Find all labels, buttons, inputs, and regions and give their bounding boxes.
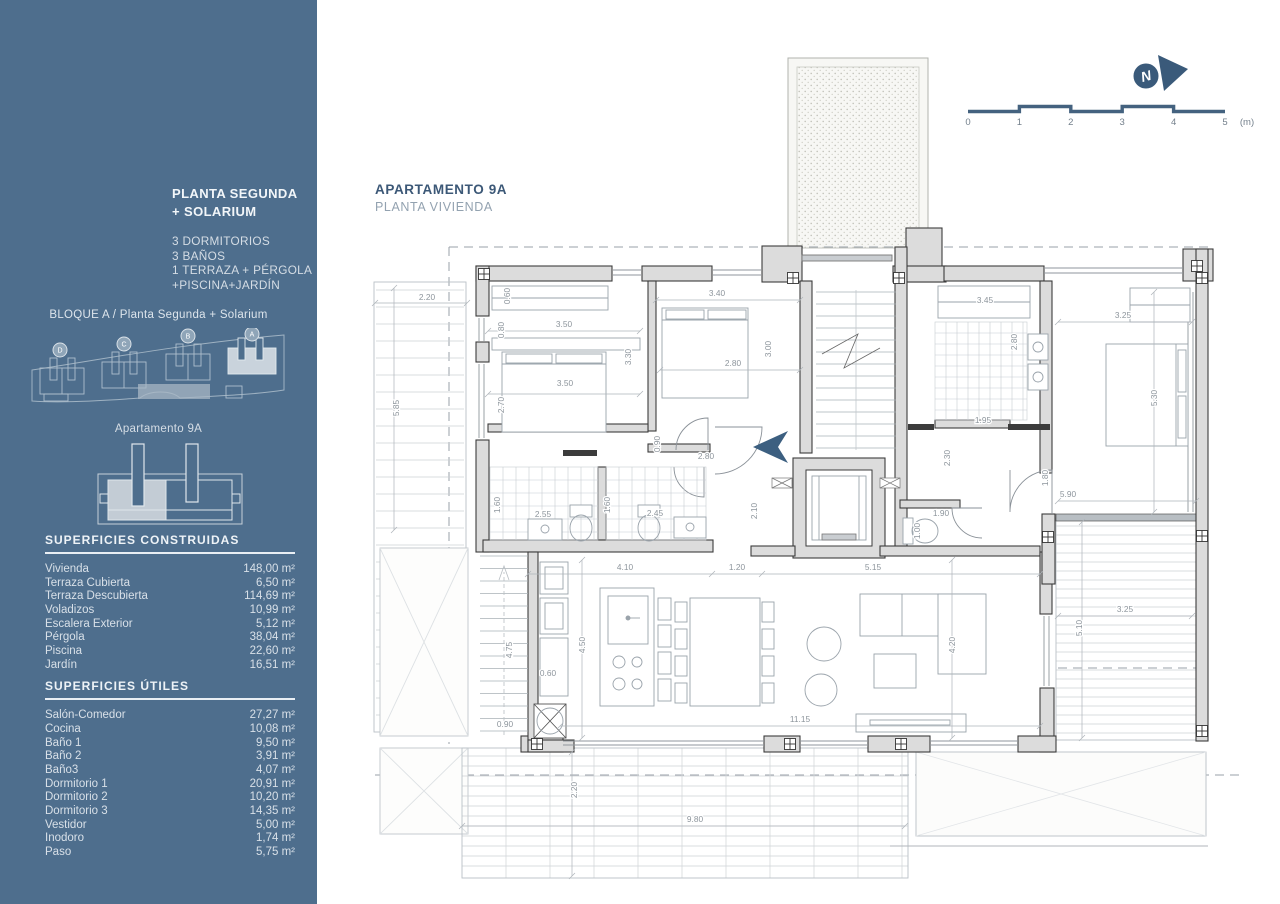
svg-text:5.30: 5.30 xyxy=(1149,389,1159,407)
svg-text:2.80: 2.80 xyxy=(724,358,742,368)
table-row xyxy=(45,750,295,764)
svg-text:N: N xyxy=(1139,66,1153,86)
svg-text:2.45: 2.45 xyxy=(646,508,664,518)
table-row xyxy=(45,778,295,792)
table-row xyxy=(45,645,295,659)
row-value: 5,00 m² xyxy=(256,818,295,831)
feature-list xyxy=(172,234,312,293)
left-planters xyxy=(380,548,468,834)
row-value: 114,69 m² xyxy=(244,590,295,603)
svg-text:1.95: 1.95 xyxy=(974,415,992,425)
svg-text:A: A xyxy=(249,331,255,339)
feature-item: 3 DORMITORIOS xyxy=(172,234,271,248)
svg-text:5.15: 5.15 xyxy=(864,562,882,572)
row-label: Paso xyxy=(45,846,72,859)
garden-area xyxy=(788,58,928,248)
row-value: 9,50 m² xyxy=(256,736,295,749)
svg-text:2.30: 2.30 xyxy=(942,449,952,467)
svg-text:0.60: 0.60 xyxy=(539,668,557,678)
useful-areas-table xyxy=(45,709,295,859)
row-value: 5,75 m² xyxy=(256,846,295,859)
pool xyxy=(890,752,1208,846)
row-value: 16,51 m² xyxy=(249,658,295,671)
svg-text:2.10: 2.10 xyxy=(749,502,759,520)
row-value: 10,99 m² xyxy=(249,604,295,617)
constructed-areas-heading: SUPERFICIES CONSTRUIDAS xyxy=(45,533,295,554)
sidebar-panel xyxy=(0,0,317,904)
north-icon xyxy=(1133,55,1189,91)
svg-text:3.40: 3.40 xyxy=(708,288,726,298)
table-row xyxy=(45,846,295,860)
row-value: 10,20 m² xyxy=(249,791,295,804)
row-label: Escalera Exterior xyxy=(45,617,133,630)
plan-title-block xyxy=(375,182,507,214)
row-value: 38,04 m² xyxy=(249,631,295,644)
svg-text:4.50: 4.50 xyxy=(577,636,587,654)
svg-text:5: 5 xyxy=(1222,117,1228,128)
table-row xyxy=(45,764,295,778)
elevator xyxy=(806,470,872,546)
entry-arrow-icon xyxy=(753,431,788,463)
svg-text:1.80: 1.80 xyxy=(1040,469,1050,487)
table-row xyxy=(45,723,295,737)
svg-text:2.20: 2.20 xyxy=(418,292,436,302)
row-label: Vestidor xyxy=(45,818,87,831)
table-row xyxy=(45,737,295,751)
table-row xyxy=(45,791,295,805)
svg-text:0.90: 0.90 xyxy=(496,719,514,729)
master-window-band xyxy=(1056,514,1196,521)
row-value: 20,91 m² xyxy=(249,777,295,790)
svg-text:4.75: 4.75 xyxy=(504,641,514,659)
row-value: 1,74 m² xyxy=(256,832,295,845)
svg-text:2.70: 2.70 xyxy=(496,396,506,414)
svg-text:3.50: 3.50 xyxy=(555,319,573,329)
table-row xyxy=(45,819,295,833)
row-value: 27,27 m² xyxy=(249,709,295,722)
row-label: Terraza Descubierta xyxy=(45,590,148,603)
bottom-terrace-deck xyxy=(462,748,908,878)
svg-text:4: 4 xyxy=(1170,117,1177,128)
row-label: Dormitorio 2 xyxy=(45,791,108,804)
svg-text:2.80: 2.80 xyxy=(1009,333,1019,351)
stairwell xyxy=(816,290,896,450)
row-value: 3,91 m² xyxy=(256,750,295,763)
constructed-areas-table xyxy=(45,563,295,672)
row-label: Vivienda xyxy=(45,563,89,575)
row-value: 148,00 m² xyxy=(243,563,295,575)
row-value: 5,12 m² xyxy=(256,617,295,630)
row-value: 14,35 m² xyxy=(249,805,295,818)
svg-text:0: 0 xyxy=(965,117,971,128)
row-label: Jardín xyxy=(45,658,77,671)
svg-text:1.60: 1.60 xyxy=(602,496,612,514)
row-label: Baño 2 xyxy=(45,750,82,763)
row-label: Terraza Cubierta xyxy=(45,576,131,589)
svg-text:3.30: 3.30 xyxy=(623,348,633,366)
scale-bar xyxy=(965,107,1254,129)
table-row xyxy=(45,659,295,673)
svg-text:2.55: 2.55 xyxy=(534,509,552,519)
svg-text:5.10: 5.10 xyxy=(1074,619,1084,637)
svg-text:3.25: 3.25 xyxy=(1114,310,1132,320)
table-row xyxy=(45,709,295,723)
svg-text:3.50: 3.50 xyxy=(556,378,574,388)
svg-text:3.00: 3.00 xyxy=(763,340,773,358)
area-tables xyxy=(45,533,295,860)
row-label: Voladizos xyxy=(45,604,95,617)
sidebar-title: PLANTA SEGUNDA + SOLARIUM xyxy=(172,186,298,219)
feature-item: 3 BAÑOS xyxy=(172,248,226,263)
table-row xyxy=(45,832,295,846)
svg-text:9.80: 9.80 xyxy=(686,814,704,824)
site-plan-map xyxy=(28,328,290,424)
apartment-diagram xyxy=(90,438,250,530)
plan-subtitle: PLANTA VIVIENDA xyxy=(375,200,493,214)
row-label: Dormitorio 3 xyxy=(45,805,108,818)
svg-text:2.20: 2.20 xyxy=(569,781,579,799)
svg-text:4.20: 4.20 xyxy=(947,636,957,654)
row-value: 22,60 m² xyxy=(249,645,295,658)
useful-areas-heading: SUPERFICIES ÚTILES xyxy=(45,679,295,700)
svg-text:11.15: 11.15 xyxy=(789,714,811,724)
table-row xyxy=(45,805,295,819)
svg-text:3.45: 3.45 xyxy=(976,295,994,305)
table-row xyxy=(45,590,295,604)
svg-text:C: C xyxy=(121,341,127,349)
svg-text:4.10: 4.10 xyxy=(616,562,634,572)
svg-text:1.90: 1.90 xyxy=(932,508,950,518)
svg-text:0.60: 0.60 xyxy=(502,287,512,305)
svg-text:0.90: 0.90 xyxy=(652,435,662,453)
row-value: 6,50 m² xyxy=(256,576,295,589)
row-label: Salón-Comedor xyxy=(45,709,126,722)
block-label: BLOQUE A / Planta Segunda + Solarium xyxy=(49,309,268,321)
svg-text:1: 1 xyxy=(1016,117,1023,128)
feature-item: +PISCINA+JARDÍN xyxy=(172,278,281,293)
svg-text:1.00: 1.00 xyxy=(912,522,922,540)
skylight xyxy=(534,704,566,738)
row-label: Baño3 xyxy=(45,764,79,777)
svg-text:0.80: 0.80 xyxy=(496,321,506,339)
table-row xyxy=(45,631,295,645)
table-row xyxy=(45,618,295,632)
table-row xyxy=(45,563,295,577)
svg-text:5.90: 5.90 xyxy=(1059,489,1077,499)
svg-text:2: 2 xyxy=(1068,117,1074,128)
row-value: 10,08 m² xyxy=(249,723,295,736)
row-label: Piscina xyxy=(45,645,83,658)
table-row xyxy=(45,577,295,591)
svg-text:1.60: 1.60 xyxy=(492,496,502,514)
row-label: Inodoro xyxy=(45,832,85,845)
svg-text:D: D xyxy=(57,347,63,355)
svg-text:2.80: 2.80 xyxy=(697,451,715,461)
table-row xyxy=(45,604,295,618)
plan-title: APARTAMENTO 9A xyxy=(375,182,508,197)
row-label: Baño 1 xyxy=(45,736,82,749)
svg-text:B: B xyxy=(185,333,191,341)
row-label: Pérgola xyxy=(45,631,85,644)
row-label: Cocina xyxy=(45,723,81,736)
feature-item: 1 TERRAZA + PÉRGOLA xyxy=(172,263,313,278)
row-value: 4,07 m² xyxy=(256,764,295,777)
row-label: Dormitorio 1 xyxy=(45,777,108,790)
apartment-label: Apartamento 9A xyxy=(114,423,203,435)
svg-text:(m): (m) xyxy=(1239,117,1255,128)
svg-text:1.20: 1.20 xyxy=(728,562,746,572)
svg-text:5.85: 5.85 xyxy=(391,399,401,417)
svg-text:3.25: 3.25 xyxy=(1116,604,1134,614)
svg-text:3: 3 xyxy=(1119,117,1125,128)
